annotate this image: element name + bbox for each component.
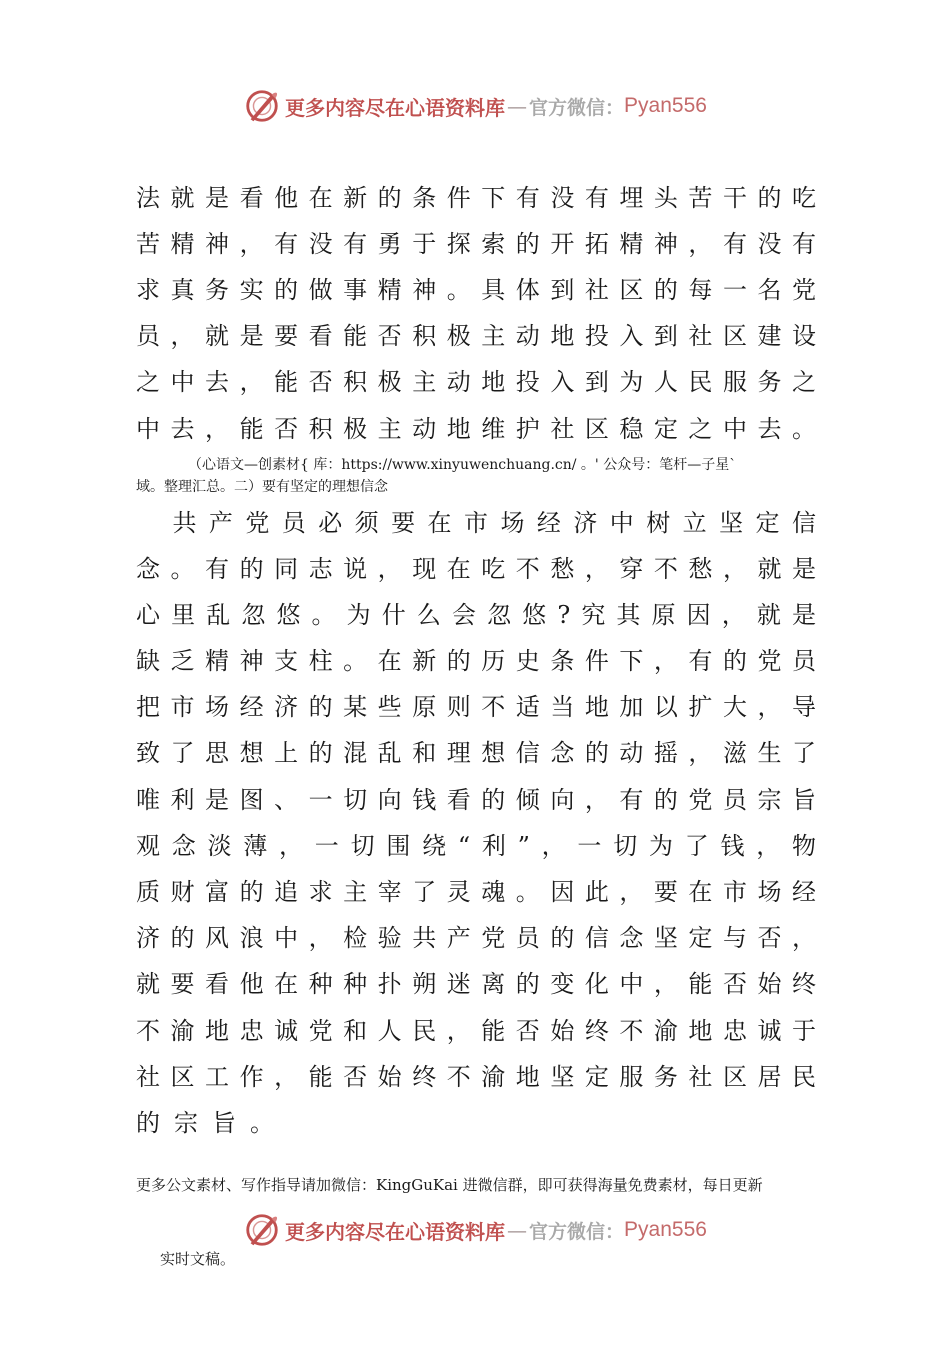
- banner-dash: —: [507, 1218, 528, 1242]
- header-banner: [0, 82, 950, 130]
- paragraph2-line: 心里乱忽悠。为什么会忽悠?究其原因，就是: [136, 601, 816, 629]
- quill-logo-icon: [243, 1211, 281, 1249]
- paragraph2-line: 共产党员必须要在市场经济中树立坚定信: [136, 509, 816, 537]
- banner-wechat-id: Pyan556: [624, 1218, 707, 1241]
- banner-wechat-id: Pyan556: [624, 94, 707, 117]
- banner-dash: —: [507, 94, 528, 118]
- banner-label: 官方微信：: [529, 96, 625, 119]
- paragraph2-line: 唯利是图、一切向钱看的倾向，有的党员宗旨: [136, 786, 816, 814]
- paragraph1-line: 求真务实的做事精神。具体到社区的每一名党: [136, 276, 816, 304]
- paragraph2-line: 不渝地忠诚党和人民，能否始终不渝地忠诚于: [136, 1017, 816, 1045]
- paragraph2-line: 念。有的同志说，现在吃不愁，穿不愁，就是: [136, 555, 816, 583]
- paragraph2-line: 致了思想上的混乱和理想信念的动摇，滋生了: [136, 739, 816, 767]
- banner-title: 更多内容尽在心语资料库: [285, 95, 506, 120]
- paragraph2-line: 社区工作，能否始终不渝地坚定服务社区居民: [136, 1063, 816, 1091]
- paragraph2-line: 就要看他在种种扑朔迷离的变化中，能否始终: [136, 970, 816, 998]
- paragraph2-line: 的宗旨。: [136, 1109, 288, 1137]
- banner-title: 更多内容尽在心语资料库: [285, 1219, 506, 1244]
- paragraph2-line: 济的风浪中，检验共产党员的信念坚定与否，: [136, 924, 816, 952]
- footer-note: 更多公文素材、写作指导请加微信：KingGuKai 进微信群，即可获得海量免费素材，每日更新: [136, 1176, 763, 1194]
- paragraph2-line: 缺乏精神支柱。在新的历史条件下，有的党员: [136, 647, 816, 675]
- paragraph1-line: 苦精神，有没有勇于探索的开拓精神，有没有: [136, 230, 816, 258]
- paragraph1-line: 中去，能否积极主动地维护社区稳定之中去。: [136, 415, 816, 443]
- paragraph1-line: 法就是看他在新的条件下有没有埋头苦干的吃: [136, 184, 816, 212]
- paragraph2-line: 把市场经济的某些原则不适当地加以扩大，导: [136, 693, 816, 721]
- quill-logo-icon: [243, 87, 281, 125]
- source-note-line2: 域。整理汇总。二）要有坚定的理想信念: [136, 479, 388, 495]
- source-note-line1: （心语文—创素材{ 库：https://www.xinyuwenchuang.cn/ 。' 公众号：笔杆—子星`: [188, 457, 737, 473]
- paragraph1-line: 员，就是要看能否积极主动地投入到社区建设: [136, 322, 816, 350]
- footer-note-tail: 实时文稿。: [160, 1250, 236, 1268]
- paragraph2-line: 观念淡薄，一切围绕“利”，一切为了钱，物: [136, 832, 816, 860]
- paragraph1-line: 之中去，能否积极主动地投入到为人民服务之: [136, 368, 816, 396]
- paragraph2-line: 质财富的追求主宰了灵魂。因此，要在市场经: [136, 878, 816, 906]
- footer-banner: [0, 1206, 950, 1254]
- banner-label: 官方微信：: [529, 1220, 625, 1243]
